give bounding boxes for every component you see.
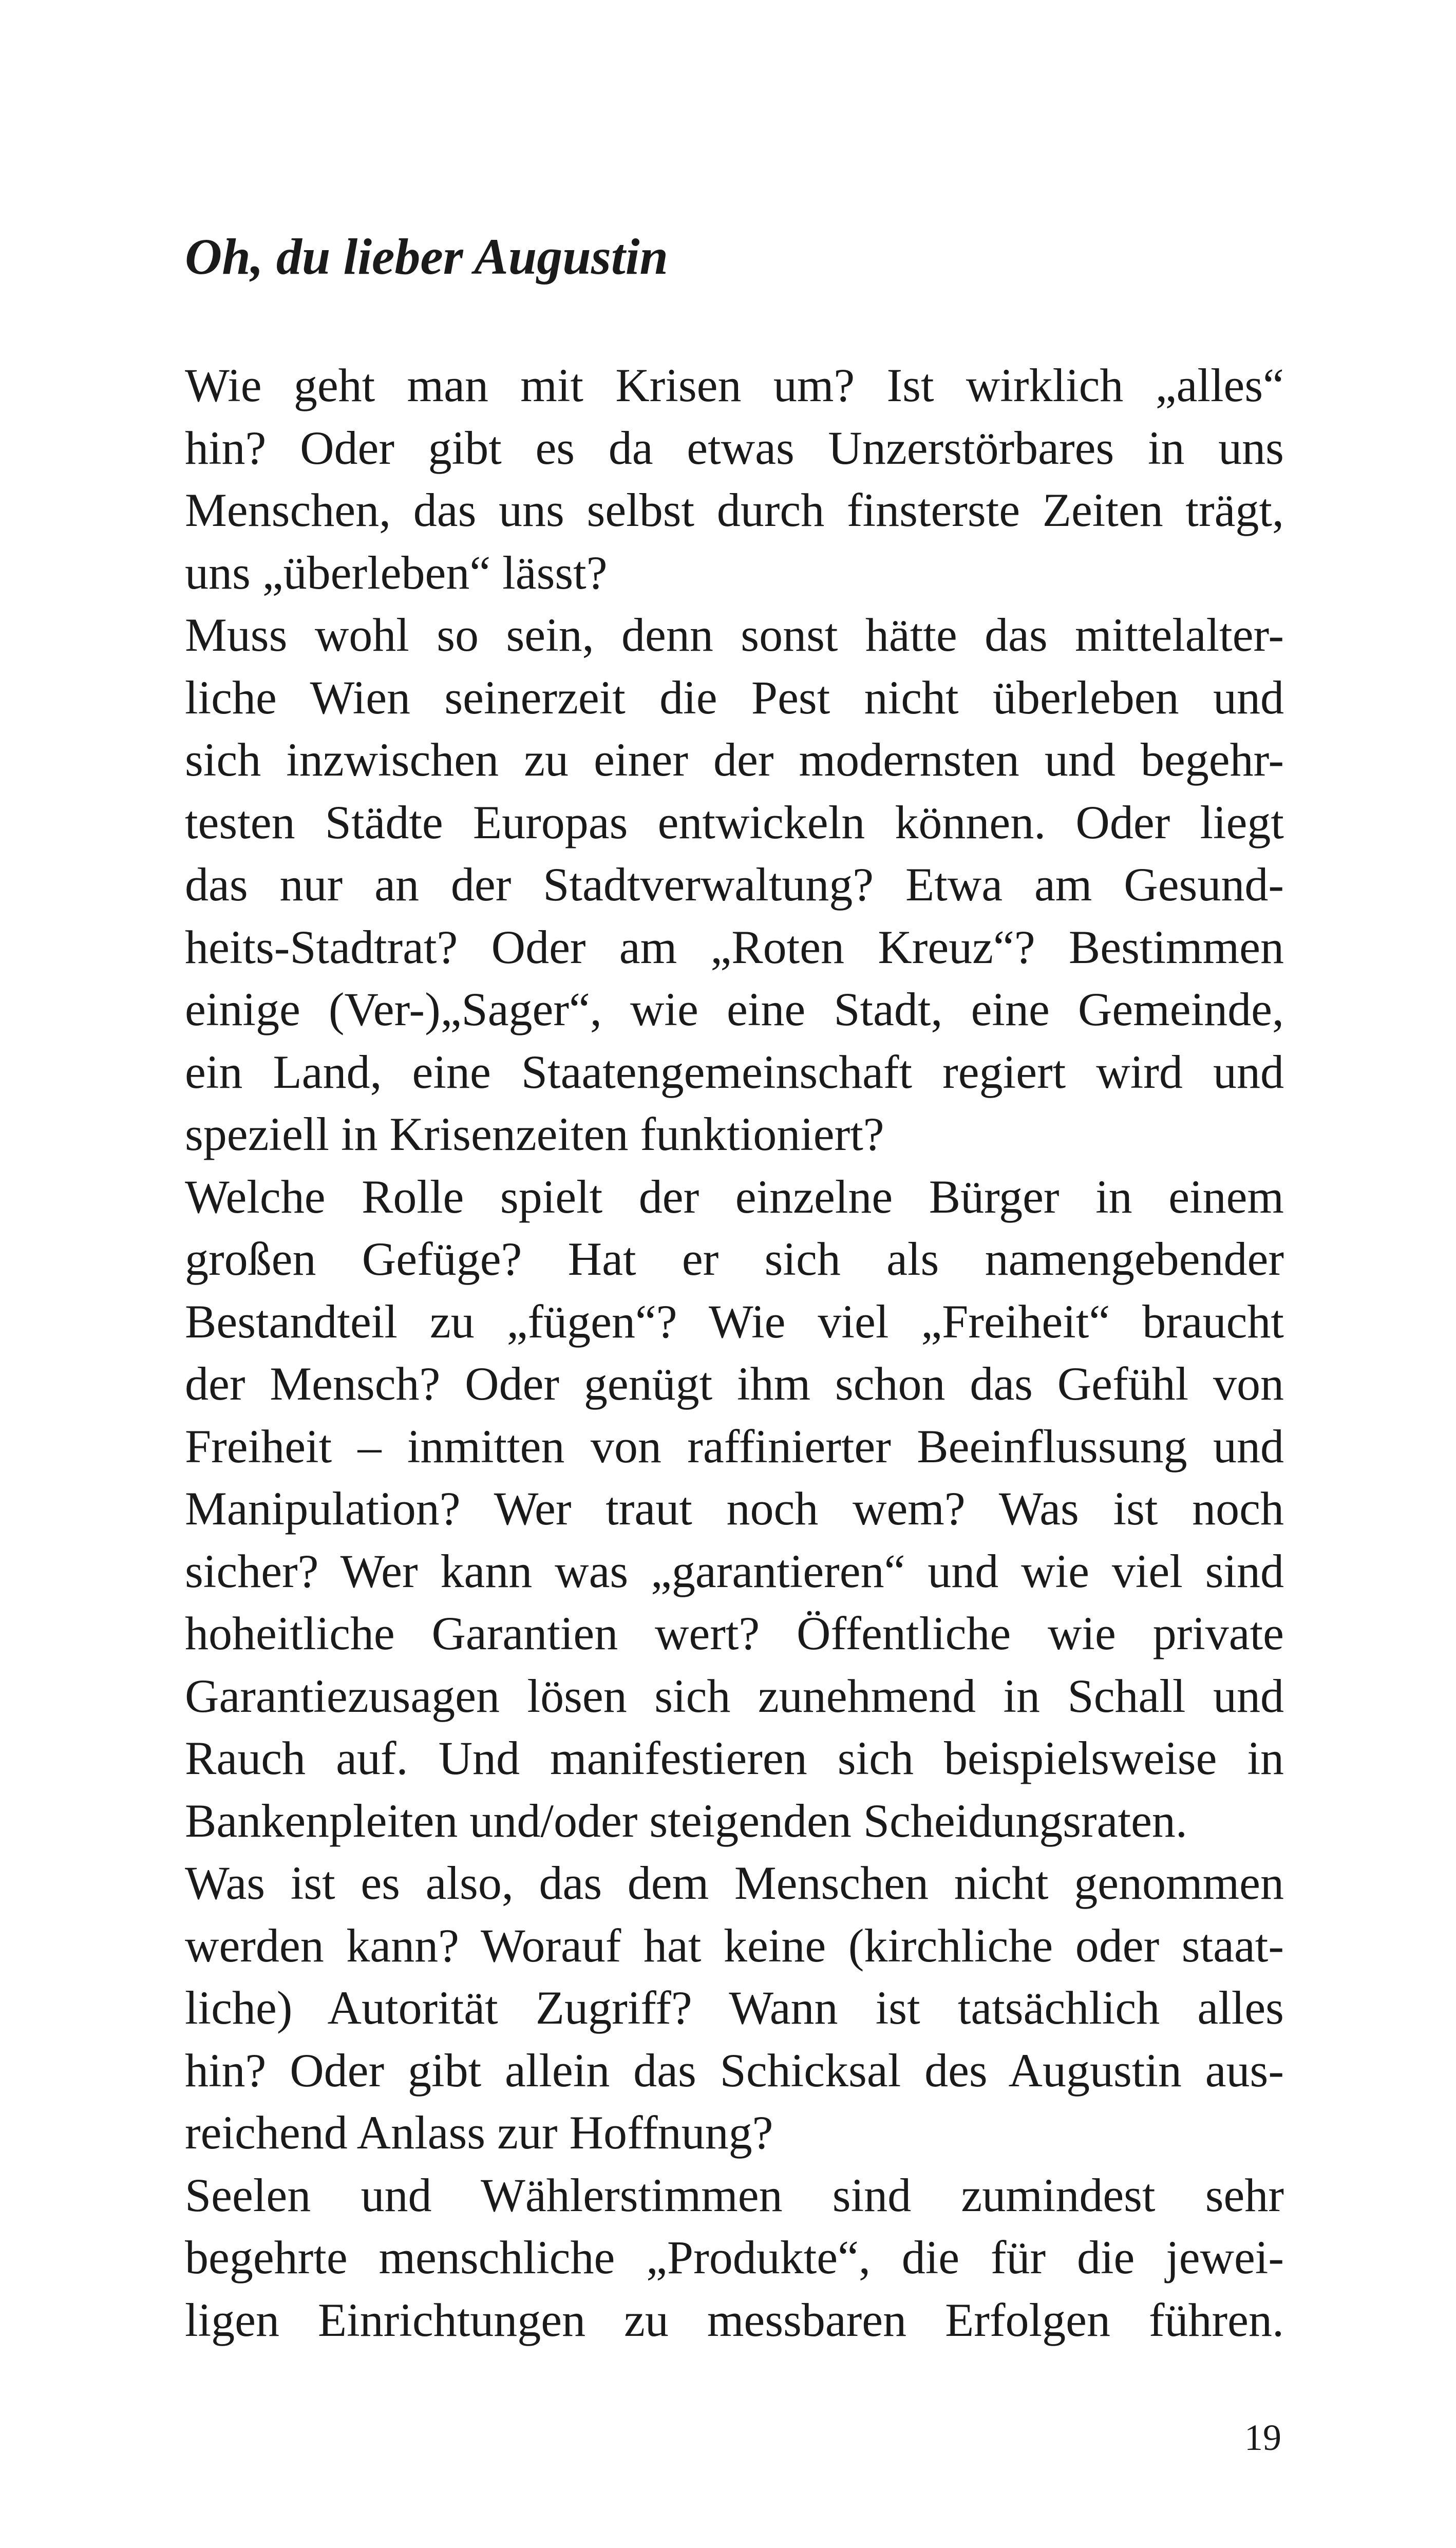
text-line: der Mensch? Oder genügt ihm schon das Gefühl von [185, 1357, 1284, 1410]
chapter-title: Oh, du lieber Augustin [185, 228, 669, 285]
text-line: Welche Rolle spielt der einzelne Bürger in einem [185, 1170, 1284, 1223]
text-line: reichend Anlass zur Hoffnung? [185, 2106, 773, 2159]
paragraph [185, 604, 1284, 1166]
text-line: liche) Autorität Zugriff? Wann ist tatsächlich alles [185, 1981, 1284, 2034]
text-line: Bankenpleiten und/oder steigenden Scheidungsraten. [185, 1794, 1187, 1847]
text-line: Rauch auf. Und manifestieren sich beispielsweise in [185, 1732, 1284, 1784]
text-line: hoheitliche Garantien wert? Öffentliche wie private [185, 1607, 1284, 1659]
text-line: uns „überleben“ lässt? [185, 546, 608, 599]
text-line: Seelen und Wählerstimmen sind zumindest sehr [185, 2168, 1284, 2221]
text-line: liche Wien seinerzeit die Pest nicht überleben und [185, 671, 1284, 724]
text-line: Garantiezusagen lösen sich zunehmend in Schall und [185, 1669, 1284, 1722]
text-line: testen Städte Europas entwickeln können. Oder liegt [185, 796, 1284, 848]
text-line: ligen Einrichtungen zu messbaren Erfolgen führen. [185, 2293, 1284, 2346]
text-line: Wie geht man mit Krisen um? Ist wirklich „alles“ [185, 359, 1284, 411]
text-line: speziell in Krisenzeiten funktioniert? [185, 1108, 884, 1160]
text-line: Freiheit – inmitten von raffinierter Beeinflussung und [185, 1420, 1284, 1473]
text-line: Menschen, das uns selbst durch finsterste Zeiten trägt, [185, 484, 1284, 536]
text-line: Muss wohl so sein, denn sonst hätte das mittelalter- [185, 609, 1284, 661]
text-line: begehrte menschliche „Produkte“, die für die jewei- [185, 2231, 1284, 2283]
text-line: hin? Oder gibt es da etwas Unzerstörbares in uns [185, 421, 1284, 474]
text-line: Manipulation? Wer traut noch wem? Was ist noch [185, 1482, 1284, 1535]
text-line: Was ist es also, das dem Menschen nicht genommen [185, 1857, 1284, 1909]
text-line: heits-Stadtrat? Oder am „Roten Kreuz“? Bestimmen [185, 920, 1284, 973]
paragraph [185, 1166, 1284, 1853]
paragraph [185, 354, 1284, 604]
text-line: einige (Ver-)„Sager“, wie eine Stadt, eine Gemeinde, [185, 983, 1284, 1035]
page-number: 19 [1244, 2417, 1281, 2458]
text-line: hin? Oder gibt allein das Schicksal des Augustin aus- [185, 2044, 1284, 2097]
text-line: großen Gefüge? Hat er sich als namengebender [185, 1233, 1284, 1285]
paragraph [185, 2164, 1284, 2352]
text-line: sich inzwischen zu einer der modernsten und begehr- [185, 733, 1284, 786]
text-line: das nur an der Stadtverwaltung? Etwa am Gesund- [185, 858, 1284, 911]
text-line: sicher? Wer kann was „garantieren“ und wie viel sind [185, 1544, 1284, 1597]
paragraph [185, 1852, 1284, 2164]
body-text [185, 354, 1284, 2351]
text-line: werden kann? Worauf hat keine (kirchliche oder staat- [185, 1919, 1284, 1972]
text-line: ein Land, eine Staatengemeinschaft regiert wird und [185, 1045, 1284, 1098]
text-line: Bestandteil zu „fügen“? Wie viel „Freiheit“ braucht [185, 1295, 1284, 1348]
